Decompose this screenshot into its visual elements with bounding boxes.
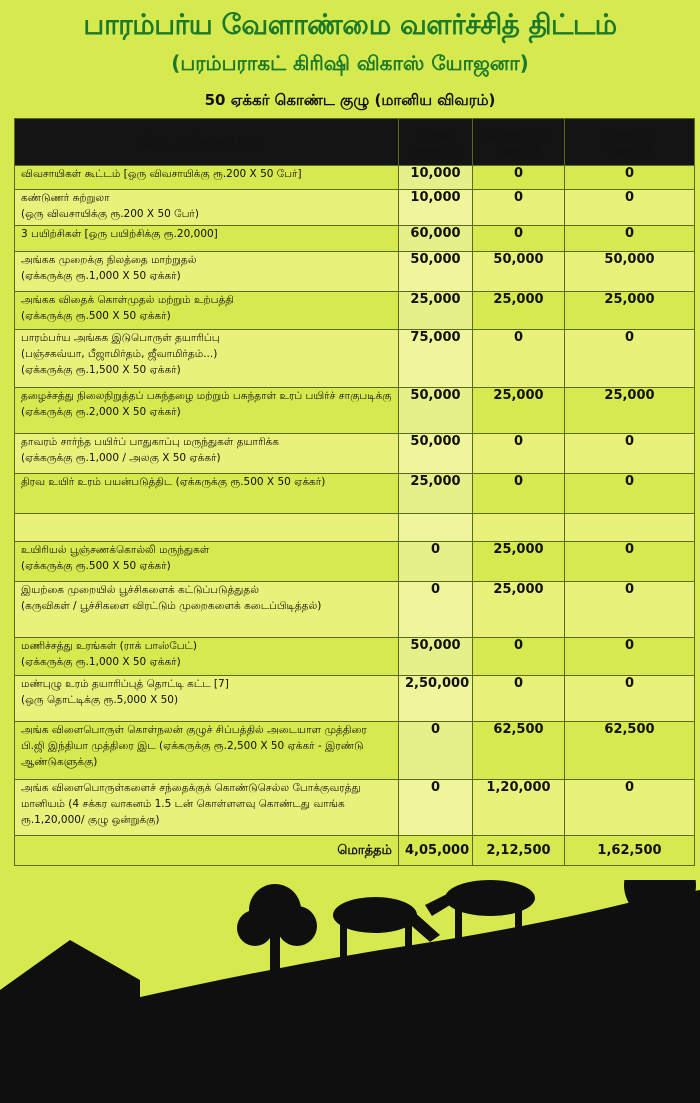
row-year3-amount: 0: [565, 190, 695, 226]
row-year1-amount: 10,000: [399, 190, 473, 226]
table-caption: 50 ஏக்கர் கொண்ட குழு (மானிய விவரம்): [204, 91, 496, 109]
row-description: மண்புழு உரம் தயாரிப்புத் தொட்டி கட்ட [7] (ஒரு தொட்டிக்கு ரூ.5,000 X 50): [15, 676, 399, 722]
row-year1-amount: 50,000: [399, 388, 473, 434]
row-year2-amount: 0: [473, 190, 565, 226]
row-year2-amount: 25,000: [473, 542, 565, 582]
header-year1-line2: ஆண்டு: [413, 142, 458, 157]
table-row: [15, 388, 695, 434]
table-row: [15, 780, 695, 836]
row-description: 3 பயிற்சிகள் [ஒரு பயிற்சிக்கு ரூ.20,000]: [15, 226, 399, 252]
row-year1-amount: [399, 514, 473, 542]
table-row: [15, 542, 695, 582]
row-description: இயற்கை முறையில் பூச்சிகளைக் கட்டுப்படுத்துதல் (கருவிகள் / பூச்சிகளை விரட்டும் முறைகளைக் கடைப்பிடித்தல்): [15, 582, 399, 638]
row-year3-amount: 0: [565, 638, 695, 676]
total-year1-amount: 4,05,000: [399, 836, 473, 866]
header-year2-line2: ஆண்டு: [496, 142, 541, 157]
header-year2: [473, 119, 565, 166]
row-year2-amount: 0: [473, 330, 565, 388]
page-subtitle: (பரம்பராகட் கிரிஷி விகாஸ் யோஜனா): [171, 51, 529, 75]
row-year3-amount: 0: [565, 582, 695, 638]
table-row: [15, 292, 695, 330]
row-year2-amount: 0: [473, 474, 565, 514]
table-row: [15, 514, 695, 542]
row-description: அங்க விளைபொருள்களைச் சந்தைக்குக் கொண்டுசெல்ல போக்குவரத்து மானியம் (4 சக்கர வாகனம் 1.5 டன் கொள்ளளவு கொண்டது வாங்க ரூ.1,20,000/ குழு ஒன்றுக்கு): [15, 780, 399, 836]
row-year2-amount: 0: [473, 638, 565, 676]
row-year3-amount: 0: [565, 474, 695, 514]
total-year3-amount: 1,62,500: [565, 836, 695, 866]
header-year3-line1: மூன்றாம்: [602, 127, 657, 142]
row-description: மணிச்சத்து உரங்கள் (ராக் பாஸ்பேட்) (ஏக்கருக்கு ரூ.1,000 X 50 ஏக்கர்): [15, 638, 399, 676]
row-year3-amount: 62,500: [565, 722, 695, 780]
row-year3-amount: 0: [565, 226, 695, 252]
farm-silhouette-illustration: [0, 880, 700, 1103]
subsidy-table: [14, 118, 695, 866]
table-row: [15, 676, 695, 722]
table-row: [15, 252, 695, 292]
table-row: [15, 582, 695, 638]
row-year3-amount: 0: [565, 330, 695, 388]
table-row: [15, 638, 695, 676]
header-year3-line2: ஆண்டு: [607, 142, 652, 157]
table-row: [15, 722, 695, 780]
row-year3-amount: 0: [565, 166, 695, 190]
table-row: [15, 474, 695, 514]
row-year3-amount: [565, 514, 695, 542]
row-year2-amount: 25,000: [473, 292, 565, 330]
row-description: தழைச்சத்து நிலைநிறுத்தப் பசுந்தழை மற்றும் பசுந்தாள் உரப் பயிர்ச் சாகுபடிக்கு (ஏக்கருக்கு ரூ.2,000 X 50 ஏக்கர்): [15, 388, 399, 434]
row-year1-amount: 0: [399, 542, 473, 582]
row-year3-amount: 50,000: [565, 252, 695, 292]
row-year1-amount: 25,000: [399, 292, 473, 330]
row-year2-amount: 1,20,000: [473, 780, 565, 836]
header-year3: [565, 119, 695, 166]
row-year3-amount: 0: [565, 542, 695, 582]
row-year1-amount: 25,000: [399, 474, 473, 514]
row-year1-amount: 0: [399, 780, 473, 836]
table-row: [15, 166, 695, 190]
page-title: பாரம்பர்ய வேளாண்மை வளர்ச்சித் திட்டம்: [83, 8, 617, 41]
row-year3-amount: 0: [565, 780, 695, 836]
row-year1-amount: 2,50,000: [399, 676, 473, 722]
header-year2-line1: இரண்டாம்: [486, 127, 551, 142]
row-description: திரவ உயிர் உரம் பயன்படுத்திட (ஏக்கருக்கு ரூ.500 X 50 ஏக்கர்): [15, 474, 399, 514]
table-row: [15, 330, 695, 388]
table-header-row: [15, 119, 695, 166]
row-year2-amount: 0: [473, 226, 565, 252]
row-description: பாரம்பர்ய அங்கக இடுபொருள் தயாரிப்பு (பஞ்சகவ்யா, பீஜாமிர்தம், ஜீவாமிர்தம்...) (ஏக்கருக்கு ரூ.1,500 X 50 ஏக்கர்): [15, 330, 399, 388]
row-description: அங்கக முறைக்கு நிலத்தை மாற்றுதல் (ஏக்கருக்கு ரூ.1,000 X 50 ஏக்கர்): [15, 252, 399, 292]
row-year3-amount: 0: [565, 434, 695, 474]
row-year1-amount: 50,000: [399, 434, 473, 474]
header-activity: திட்டச் செயல்பாடு: [15, 119, 399, 166]
row-year2-amount: 0: [473, 166, 565, 190]
row-description: உயிரியல் பூஞ்சணக்கொல்லி மருந்துகள் (ஏக்கருக்கு ரூ.500 X 50 ஏக்கர்): [15, 542, 399, 582]
row-year2-amount: 0: [473, 434, 565, 474]
row-year1-amount: 0: [399, 722, 473, 780]
row-year2-amount: 25,000: [473, 388, 565, 434]
row-description: தாவரம் சார்ந்த பயிர்ப் பாதுகாப்பு மருந்துகள் தயாரிக்க (ஏக்கருக்கு ரூ.1,000 / அலகு X 50 ஏக்கர்): [15, 434, 399, 474]
row-description: அங்க விளைபொருள் கொள்நலன் குழுச் சிப்பத்தில் அடையாள முத்திரை பி.ஜி இந்தியா முத்திரை இட (ஏக்கருக்கு ரூ.2,500 X 50 ஏக்கர் - இரண்டு ஆண்டுகளுக்கு): [15, 722, 399, 780]
table-row: [15, 190, 695, 226]
row-year3-amount: 25,000: [565, 388, 695, 434]
row-year1-amount: 10,000: [399, 166, 473, 190]
row-year1-amount: 75,000: [399, 330, 473, 388]
row-year2-amount: 25,000: [473, 582, 565, 638]
header-year1: [399, 119, 473, 166]
row-year1-amount: 50,000: [399, 638, 473, 676]
row-description: அங்கக விதைக் கொள்முதல் மற்றும் உற்பத்தி (ஏக்கருக்கு ரூ.500 X 50 ஏக்கர்): [15, 292, 399, 330]
total-label: மொத்தம்: [15, 836, 399, 866]
barn-silhouette: [0, 940, 140, 1103]
row-year1-amount: 0: [399, 582, 473, 638]
row-year1-amount: 60,000: [399, 226, 473, 252]
table-row: [15, 226, 695, 252]
row-year1-amount: 50,000: [399, 252, 473, 292]
total-year2-amount: 2,12,500: [473, 836, 565, 866]
header-year1-line1: முதல்: [418, 127, 453, 142]
row-year2-amount: 0: [473, 676, 565, 722]
row-year2-amount: 50,000: [473, 252, 565, 292]
row-year3-amount: 0: [565, 676, 695, 722]
row-description: விவசாயிகள் கூட்டம் [ஒரு விவசாயிக்கு ரூ.200 X 50 பேர்]: [15, 166, 399, 190]
row-year3-amount: 25,000: [565, 292, 695, 330]
row-year2-amount: [473, 514, 565, 542]
total-row: [15, 836, 695, 866]
row-description: கண்டுணர் சுற்றுலா (ஒரு விவசாயிக்கு ரூ.200 X 50 பேர்): [15, 190, 399, 226]
row-year2-amount: 62,500: [473, 722, 565, 780]
row-description: [15, 514, 399, 542]
table-row: [15, 434, 695, 474]
